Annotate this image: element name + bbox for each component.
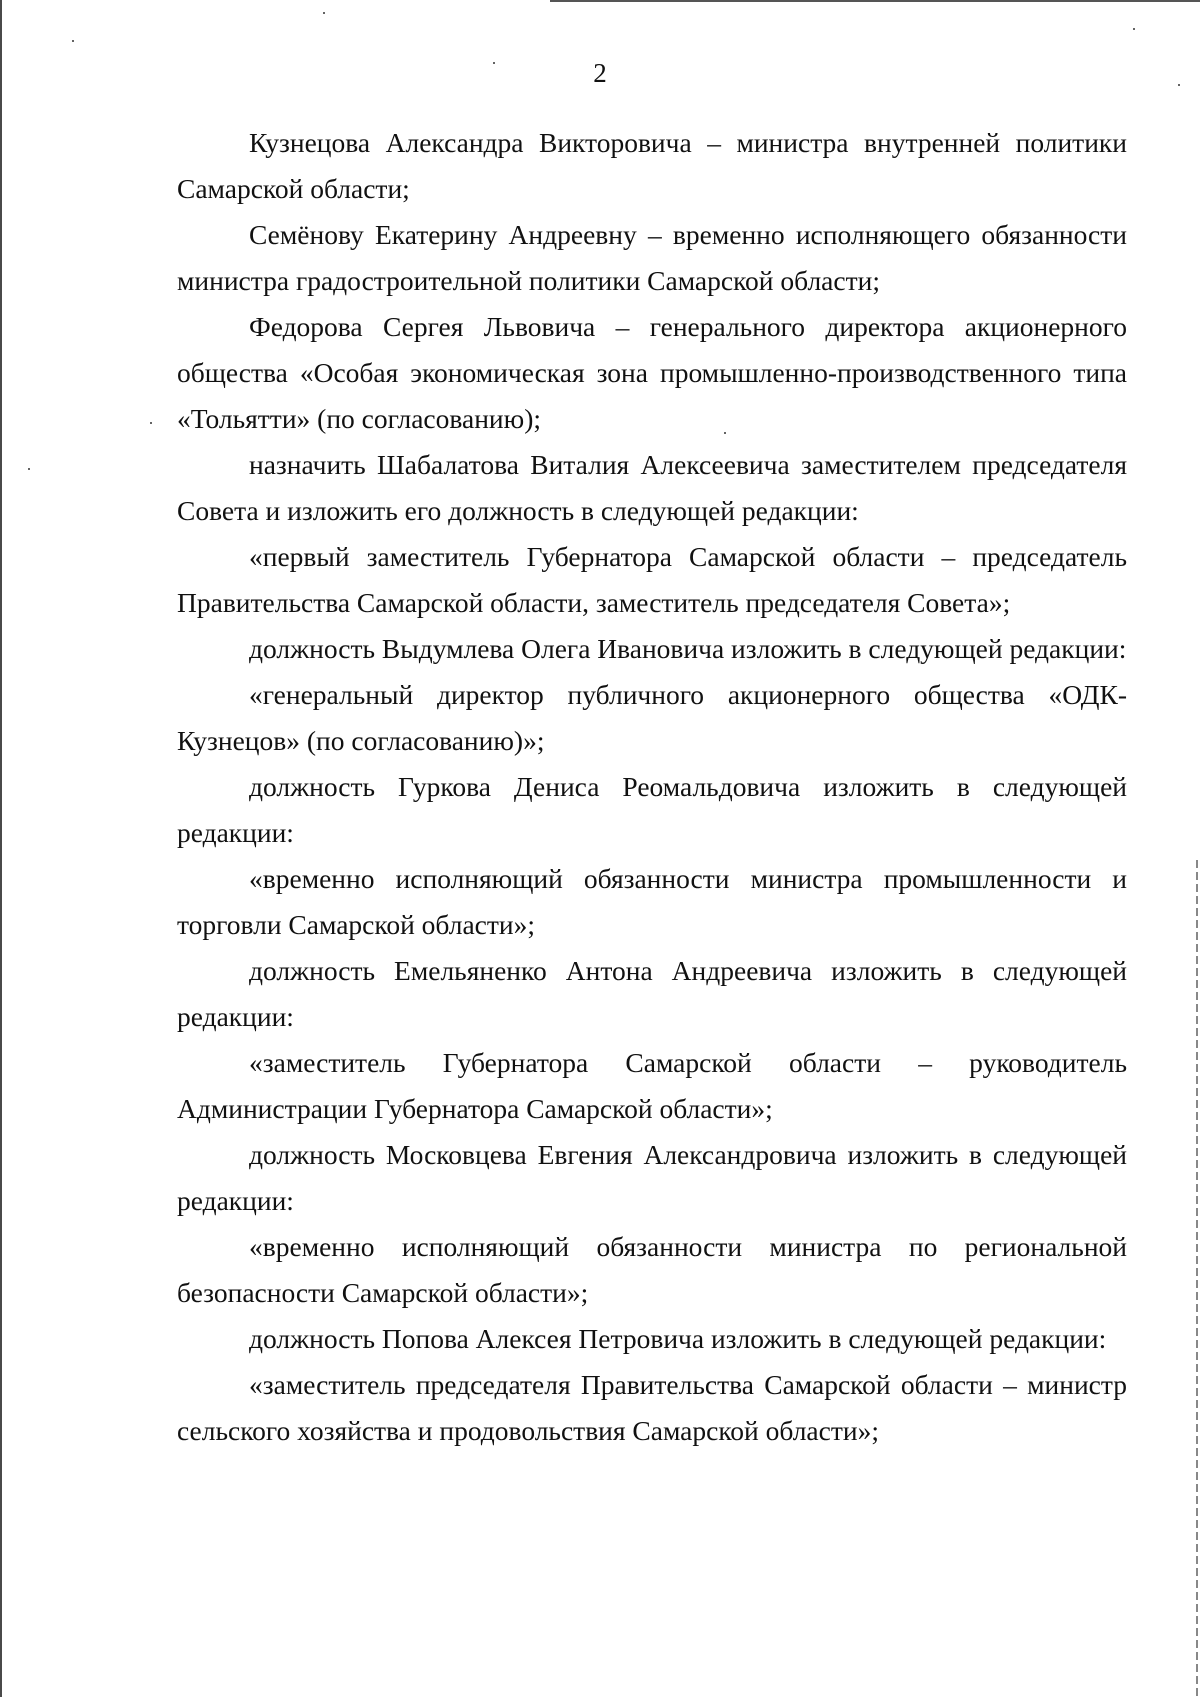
document-body <box>177 120 1127 1454</box>
paragraph: должность Емельяненко Антона Андреевича изложить в следующей редакции: <box>177 955 1127 1032</box>
scan-speck <box>1133 28 1135 30</box>
paragraph: Федорова Сергея Львовича – генерального директора акционерного общества «Особая экономическая зона промышленно-производственного типа «Тольятти» (по согласованию); <box>177 311 1127 434</box>
paragraph: «первый заместитель Губернатора Самарской области – председатель Правительства Самарской области, заместитель председателя Совета»; <box>177 541 1127 618</box>
paragraph: должность Попова Алексея Петровича изложить в следующей редакции: <box>249 1323 1107 1354</box>
paragraph: должность Московцева Евгения Александровича изложить в следующей редакции: <box>177 1139 1127 1216</box>
scan-speck <box>1178 84 1180 86</box>
scan-top-line <box>550 0 1200 2</box>
paragraph: «заместитель Губернатора Самарской области – руководитель Администрации Губернатора Самарской области»; <box>177 1047 1127 1124</box>
paragraph: «временно исполняющий обязанности министра промышленности и торговли Самарской области»; <box>177 863 1127 940</box>
scan-edge-right <box>1196 860 1198 1697</box>
paragraph: Кузнецова Александра Викторовича – министра внутренней политики Самарской области; <box>177 127 1127 204</box>
page-number: 2 <box>593 58 607 88</box>
scan-speck <box>150 422 152 424</box>
paragraph: должность Гуркова Дениса Реомальдовича изложить в следующей редакции: <box>177 771 1127 848</box>
scan-speck <box>323 12 325 14</box>
paragraph: Семёнову Екатерину Андреевну – временно исполняющего обязанности министра градостроительной политики Самарской области; <box>177 219 1127 296</box>
paragraph: «временно исполняющий обязанности министра по региональной безопасности Самарской области»; <box>177 1231 1127 1308</box>
scan-edge-left <box>0 0 2 1697</box>
paragraph: «заместитель председателя Правительства Самарской области – министр сельского хозяйства и продовольствия Самарской области»; <box>177 1369 1127 1446</box>
scan-speck <box>72 40 74 42</box>
scan-speck <box>28 468 30 470</box>
paragraph: назначить Шабалатова Виталия Алексеевича заместителем председателя Совета и изложить его должность в следующей редакции: <box>177 449 1127 526</box>
scan-speck <box>493 62 495 64</box>
paragraph: «генеральный директор публичного акционерного общества «ОДК-Кузнецов» (по согласованию)»; <box>177 679 1127 756</box>
paragraph: должность Выдумлева Олега Ивановича изложить в следующей редакции: <box>249 633 1127 664</box>
